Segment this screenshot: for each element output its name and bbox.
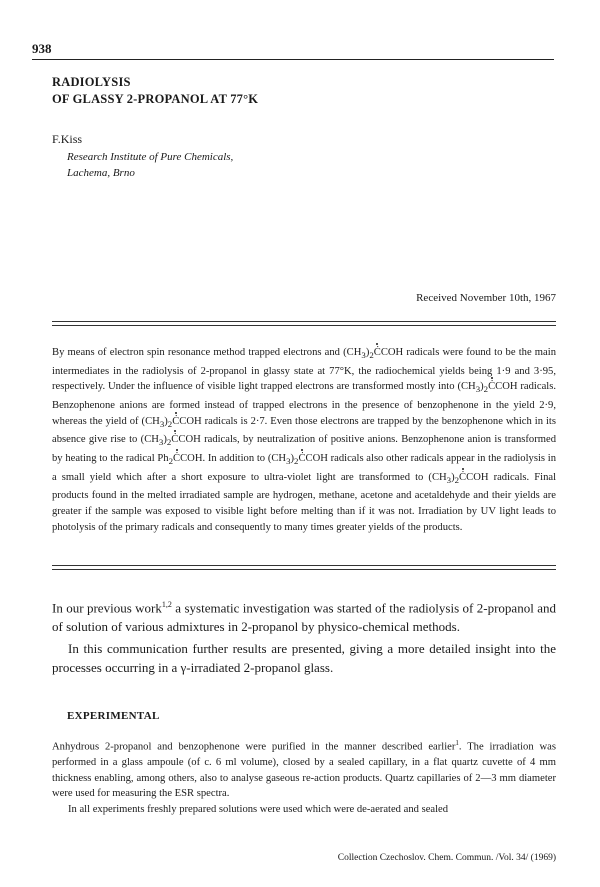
experimental-paragraph-2: In all experiments freshly prepared solutions were used which were de-aerated and sealed: [68, 803, 449, 815]
introduction: [52, 595, 556, 677]
abstract-rule-top: [52, 321, 556, 322]
affiliation-line-1: Research Institute of Pure Chemicals,: [67, 151, 234, 163]
received-date: Received November 10th, 1967: [416, 292, 556, 304]
abstract-rule-bottom-2: [52, 569, 556, 570]
article-title: [52, 74, 258, 108]
affiliation: [67, 149, 233, 181]
abstract: By means of electron spin resonance method trapped electrons and $(CH_3)_2ĊCOH$ radicals were found to be the main intermediates in the radiolysis of 2-propanol in glassy state at 77°K, the radiochemical yields being 1·9 and 3·95, respectively. Under the influence of visible light trapped electrons are transformed mostly into $(CH_3)_2ĊCOH$ radicals. Benzophenone anions are formed instead of trapped electrons in the presence of benzophenone in the yield 2·9, whereas the yield of $(CH_3)_2ĊCOH$ radicals is 2·7. Even those electrons are trapped by the benzophenone which in its absence give rise to $(CH_3)_2ĊCOH$ radicals, by neutralization of positive anions. Benzophenone anion is transformed by heating to the radical $Ph_2ĊCOH$. In addition to $(CH_3)_2ĊCOH$ radicals also other radicals appear in the radiolysis in a small yield which after a short exposure to ultra-violet light are transformed to $(CH_3)_2ĊCOH$ radicals. Final products found in the melted irradiated sample are hydrogen, methane, acetone and acetaldehyde and their yields are greater if the sample was exposed to visible light before melting than if it was not. Irradiation by UV light leads to photolysis of the primary radicals and consequently to many times greater yields of the products.: [52, 347, 557, 533]
experimental-paragraph-1: Anhydrous 2-propanol and benzophenone were purified in the manner described earlier$^1$. The irradiation was performed in a glass ampoule (of c. 6 ml volume), closed by a sealed capillary, in a flat quartz cuvette of 4 mm thickness enabling, among others, also to analyse gaseous re-action products. Quartz capillaries of 2—3 mm diameter were used for measuring the ESR spectra.: [52, 739, 556, 800]
author: F.Kiss: [52, 132, 83, 146]
intro-paragraph-2: In this communication further results are presented, giving a more detailed insight into the processes occurring in a γ-irradiated 2-propanol glass.: [52, 641, 556, 676]
intro-paragraph-1: In our previous work$^{1,2}$ a systematic investigation was started of the radiolysis of 2-propanol and of solution of various admixtures in 2-propanol by physico-chemical methods.: [52, 600, 556, 635]
reference-1: 1: [455, 739, 459, 747]
title-line-1: RADIOLYSIS: [52, 75, 131, 89]
section-heading-experimental: EXPERIMENTAL: [67, 710, 160, 722]
reference-1-2: 1,2: [161, 600, 172, 609]
top-rule: [32, 59, 554, 60]
affiliation-line-2: Lachema, Brno: [67, 167, 135, 179]
page-number: 938: [32, 41, 52, 56]
experimental-text: [52, 736, 556, 818]
abstract-rule-bottom: [52, 565, 556, 566]
abstract-rule-top-2: [52, 325, 556, 326]
footer-citation: Collection Czechoslov. Chem. Commun. /Vol. 34/ (1969): [337, 853, 556, 863]
title-line-2: OF GLASSY 2-PROPANOL AT 77°K: [52, 92, 259, 106]
